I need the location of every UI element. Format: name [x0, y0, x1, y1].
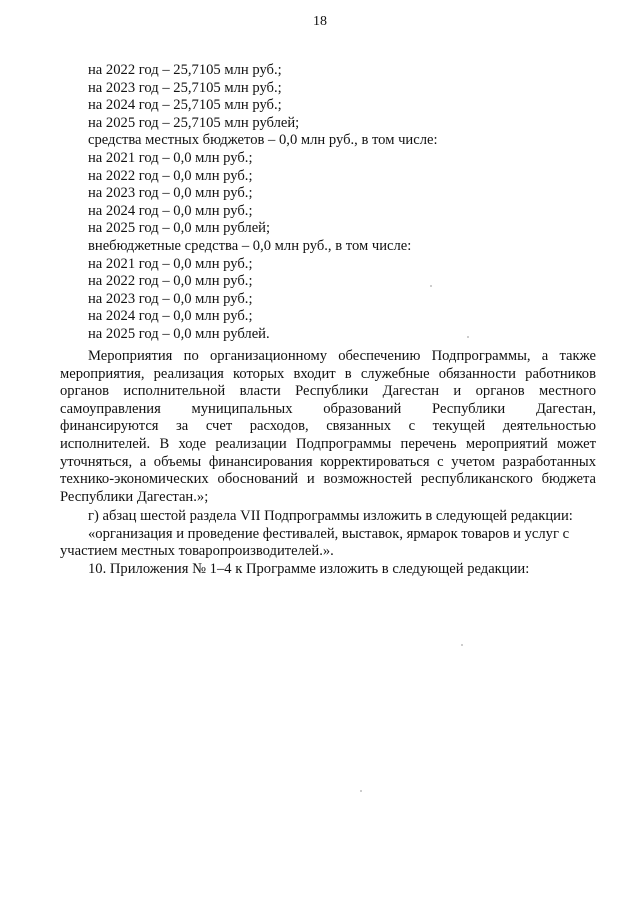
paragraph-line: участием местных товаропроизводителей.».: [60, 543, 334, 560]
scan-speck: [467, 336, 469, 338]
paragraph-line: мероприятия, реализация которых входит в служебные обязанности работников: [60, 365, 596, 382]
funding-line: на 2025 год – 0,0 млн рублей.: [88, 325, 270, 342]
funding-line: на 2022 год – 0,0 млн руб.;: [88, 273, 253, 290]
scan-speck: [430, 285, 432, 287]
funding-line: на 2024 год – 0,0 млн руб.;: [88, 308, 253, 325]
paragraph-measures-text: [60, 348, 596, 506]
paragraph-line: г) абзац шестой раздела VII Подпрограммы изложить в следующей редакции:: [88, 508, 573, 524]
funding-heading-local-budgets: средства местных бюджетов – 0,0 млн руб., в том числе:: [88, 132, 438, 149]
paragraph-line: финансируются за счет расходов, связанных с текущей деятельностью: [60, 418, 596, 435]
paragraph-line: органов исполнительной власти Республики Дагестан и органов местного: [60, 383, 596, 400]
funding-list: [88, 62, 596, 344]
paragraph-line: Республики Дагестан.»;: [60, 488, 209, 505]
paragraph-10: [88, 561, 596, 579]
funding-line: на 2023 год – 0,0 млн руб.;: [88, 185, 253, 202]
page-number: 18: [313, 14, 327, 29]
scan-speck: [461, 644, 463, 646]
funding-line: на 2021 год – 0,0 млн руб.;: [88, 255, 253, 272]
paragraph-line: самоуправления муниципальных образований Республики Дагестан,: [60, 400, 596, 417]
scan-speck: [360, 790, 362, 792]
funding-line: на 2024 год – 25,7105 млн руб.;: [88, 97, 282, 114]
funding-line: на 2025 год – 25,7105 млн рублей;: [88, 114, 300, 131]
paragraph-line: «организация и проведение фестивалей, выставок, ярмарок товаров и услуг с: [88, 525, 570, 542]
paragraph-line: уточняться, а объемы финансирования корректироваться с учетом разработанных: [60, 453, 596, 470]
funding-line: на 2023 год – 25,7105 млн руб.;: [88, 79, 282, 96]
paragraph-line: Мероприятия по организационному обеспечению Подпрограммы, а также: [88, 348, 596, 364]
funding-line: на 2025 год – 0,0 млн рублей;: [88, 220, 271, 237]
funding-line: на 2022 год – 25,7105 млн руб.;: [88, 62, 282, 78]
funding-line: на 2021 год – 0,0 млн руб.;: [88, 149, 253, 166]
funding-heading-extrabudgetary: внебюджетные средства – 0,0 млн руб., в том числе:: [88, 237, 412, 254]
funding-line: на 2022 год – 0,0 млн руб.;: [88, 167, 253, 184]
paragraph-line: 10. Приложения № 1–4 к Программе изложить в следующей редакции:: [88, 561, 530, 577]
funding-line: на 2024 год – 0,0 млн руб.;: [88, 202, 253, 219]
funding-line: на 2023 год – 0,0 млн руб.;: [88, 290, 253, 307]
paragraph-line: технико-экономических обоснований и возможностей республиканского бюджета: [60, 471, 596, 488]
paragraph-g: [60, 508, 596, 561]
paragraph-line: исполнителей. В ходе реализации Подпрограммы перечень мероприятий может: [60, 435, 596, 452]
